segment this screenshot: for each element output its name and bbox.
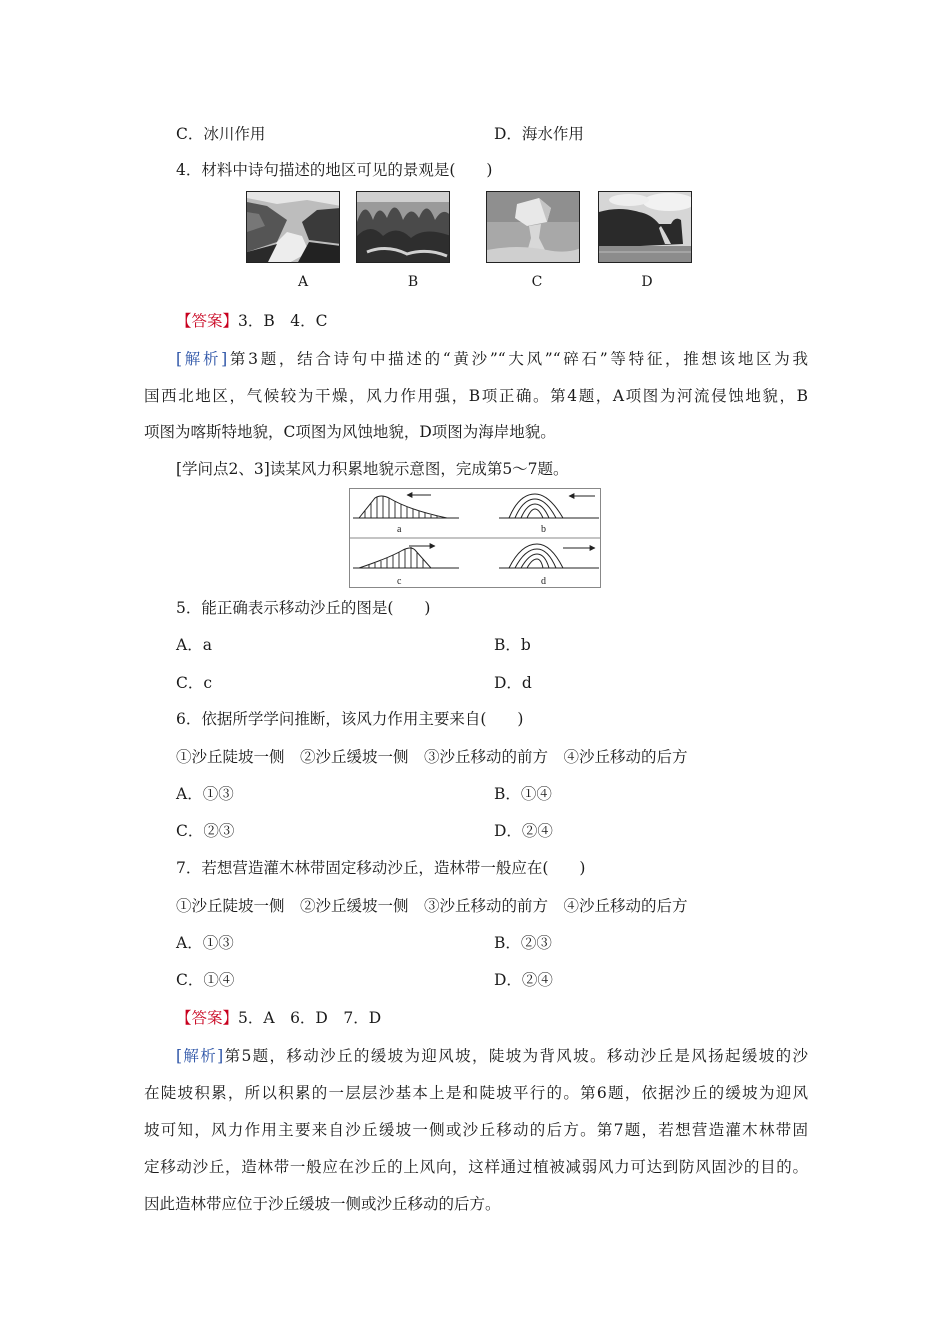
q6-option-a: A．①③ [176, 785, 234, 803]
analysis-2-line-3: 坡可知，风力作用主要来自沙丘缓坡一侧或沙丘移动的后方。第7题，若想营造灌木林带固 [144, 1121, 808, 1139]
q5-option-d: D．d [494, 674, 532, 692]
q6-choices: ①沙丘陡坡一侧 ②沙丘缓坡一侧 ③沙丘移动的前方 ④沙丘移动的后方 [176, 748, 688, 766]
dune-diagram [349, 488, 601, 588]
analysis-tag: [解析] [176, 350, 228, 368]
q7-option-a: A．①③ [176, 934, 234, 952]
image-label-c: C [531, 274, 543, 290]
answer-text: 3．B 4．C [238, 312, 328, 330]
analysis-2-text-1: 第5题，移动沙丘的缓坡为迎风坡，陡坡为背风坡。移动沙丘是风扬起缓坡的沙 [223, 1047, 808, 1065]
q4-stem: 4．材料中诗句描述的地区可见的景观是( ) [176, 161, 493, 179]
analysis-1-text-1: 第3题，结合诗句中描述的“黄沙”“大风”“碎石”等特征，推想该地区为我 [227, 350, 808, 368]
q7-stem: 7．若想营造灌木林带固定移动沙丘，造林带一般应在( ) [176, 859, 586, 877]
answer-block-2 [176, 1007, 381, 1029]
dune-a [353, 495, 459, 535]
q7-option-c: C．①④ [176, 971, 235, 989]
q6-stem: 6．依据所学学问推断，该风力作用主要来自( ) [176, 710, 524, 728]
dune-d [499, 544, 599, 587]
answer-text-2: 5．A 6．D 7．D [238, 1009, 382, 1027]
wind-eroded-mushroom-rock-photo [486, 191, 580, 263]
q6-option-b: B．①④ [494, 785, 552, 803]
analysis-2-line-5: 因此造林带应位于沙丘缓坡一侧或沙丘移动的后方。 [144, 1195, 501, 1213]
image-label-b: B [407, 274, 419, 290]
image-label-d: D [641, 274, 653, 290]
analysis-2-line-1 [176, 1045, 808, 1067]
q7-option-b: B．②③ [494, 934, 552, 952]
q5-stem: 5．能正确表示移动沙丘的图是( ) [176, 599, 431, 617]
q5-option-c: C．c [176, 674, 213, 692]
answer-tag: 【答案】 [176, 312, 239, 330]
analysis-tag-2: [解析] [176, 1047, 224, 1065]
q3-option-d: D．海水作用 [494, 125, 584, 143]
analysis-2-line-2: 在陡坡积累，所以积累的一层层沙基本上是和陡坡平行的。第6题，依据沙丘的缓坡为迎风 [144, 1084, 808, 1102]
q7-option-d: D．②④ [494, 971, 553, 989]
canyon-river-photo [246, 191, 340, 263]
dune-label-b: b [541, 524, 546, 535]
q6-option-d: D．②④ [494, 822, 553, 840]
image-label-a: A [297, 274, 309, 290]
q3-option-c: C．冰川作用 [176, 125, 266, 143]
q5-option-b: B．b [494, 636, 531, 654]
question-group-intro: [学问点2、3]读某风力积累地貌示意图，完成第5～7题。 [176, 460, 569, 478]
karst-peaks-photo [356, 191, 450, 263]
dune-label-d: d [541, 576, 546, 587]
dune-b [499, 494, 599, 535]
answer-tag-2: 【答案】 [176, 1009, 239, 1027]
analysis-1-line-2: 国西北地区，气候较为干燥，风力作用强，B项正确。第4题，A项图为河流侵蚀地貌，B [144, 387, 808, 405]
q7-choices: ①沙丘陡坡一侧 ②沙丘缓坡一侧 ③沙丘移动的前方 ④沙丘移动的后方 [176, 897, 688, 915]
analysis-1-line-3: 项图为喀斯特地貌，C项图为风蚀地貌，D项图为海岸地貌。 [144, 423, 556, 441]
analysis-1-line-1 [176, 348, 808, 370]
coastal-elephant-trunk-rock-photo [598, 191, 692, 263]
dune-label-a: a [397, 524, 402, 535]
dune-c [353, 546, 459, 587]
answer-block-1 [176, 310, 328, 332]
q6-option-c: C．②③ [176, 822, 235, 840]
dune-label-c: c [397, 576, 402, 587]
analysis-2-line-4: 定移动沙丘，造林带一般应在沙丘的上风向，这样通过植被减弱风力可达到防风固沙的目的。 [144, 1158, 808, 1176]
q5-option-a: A．a [176, 636, 212, 654]
